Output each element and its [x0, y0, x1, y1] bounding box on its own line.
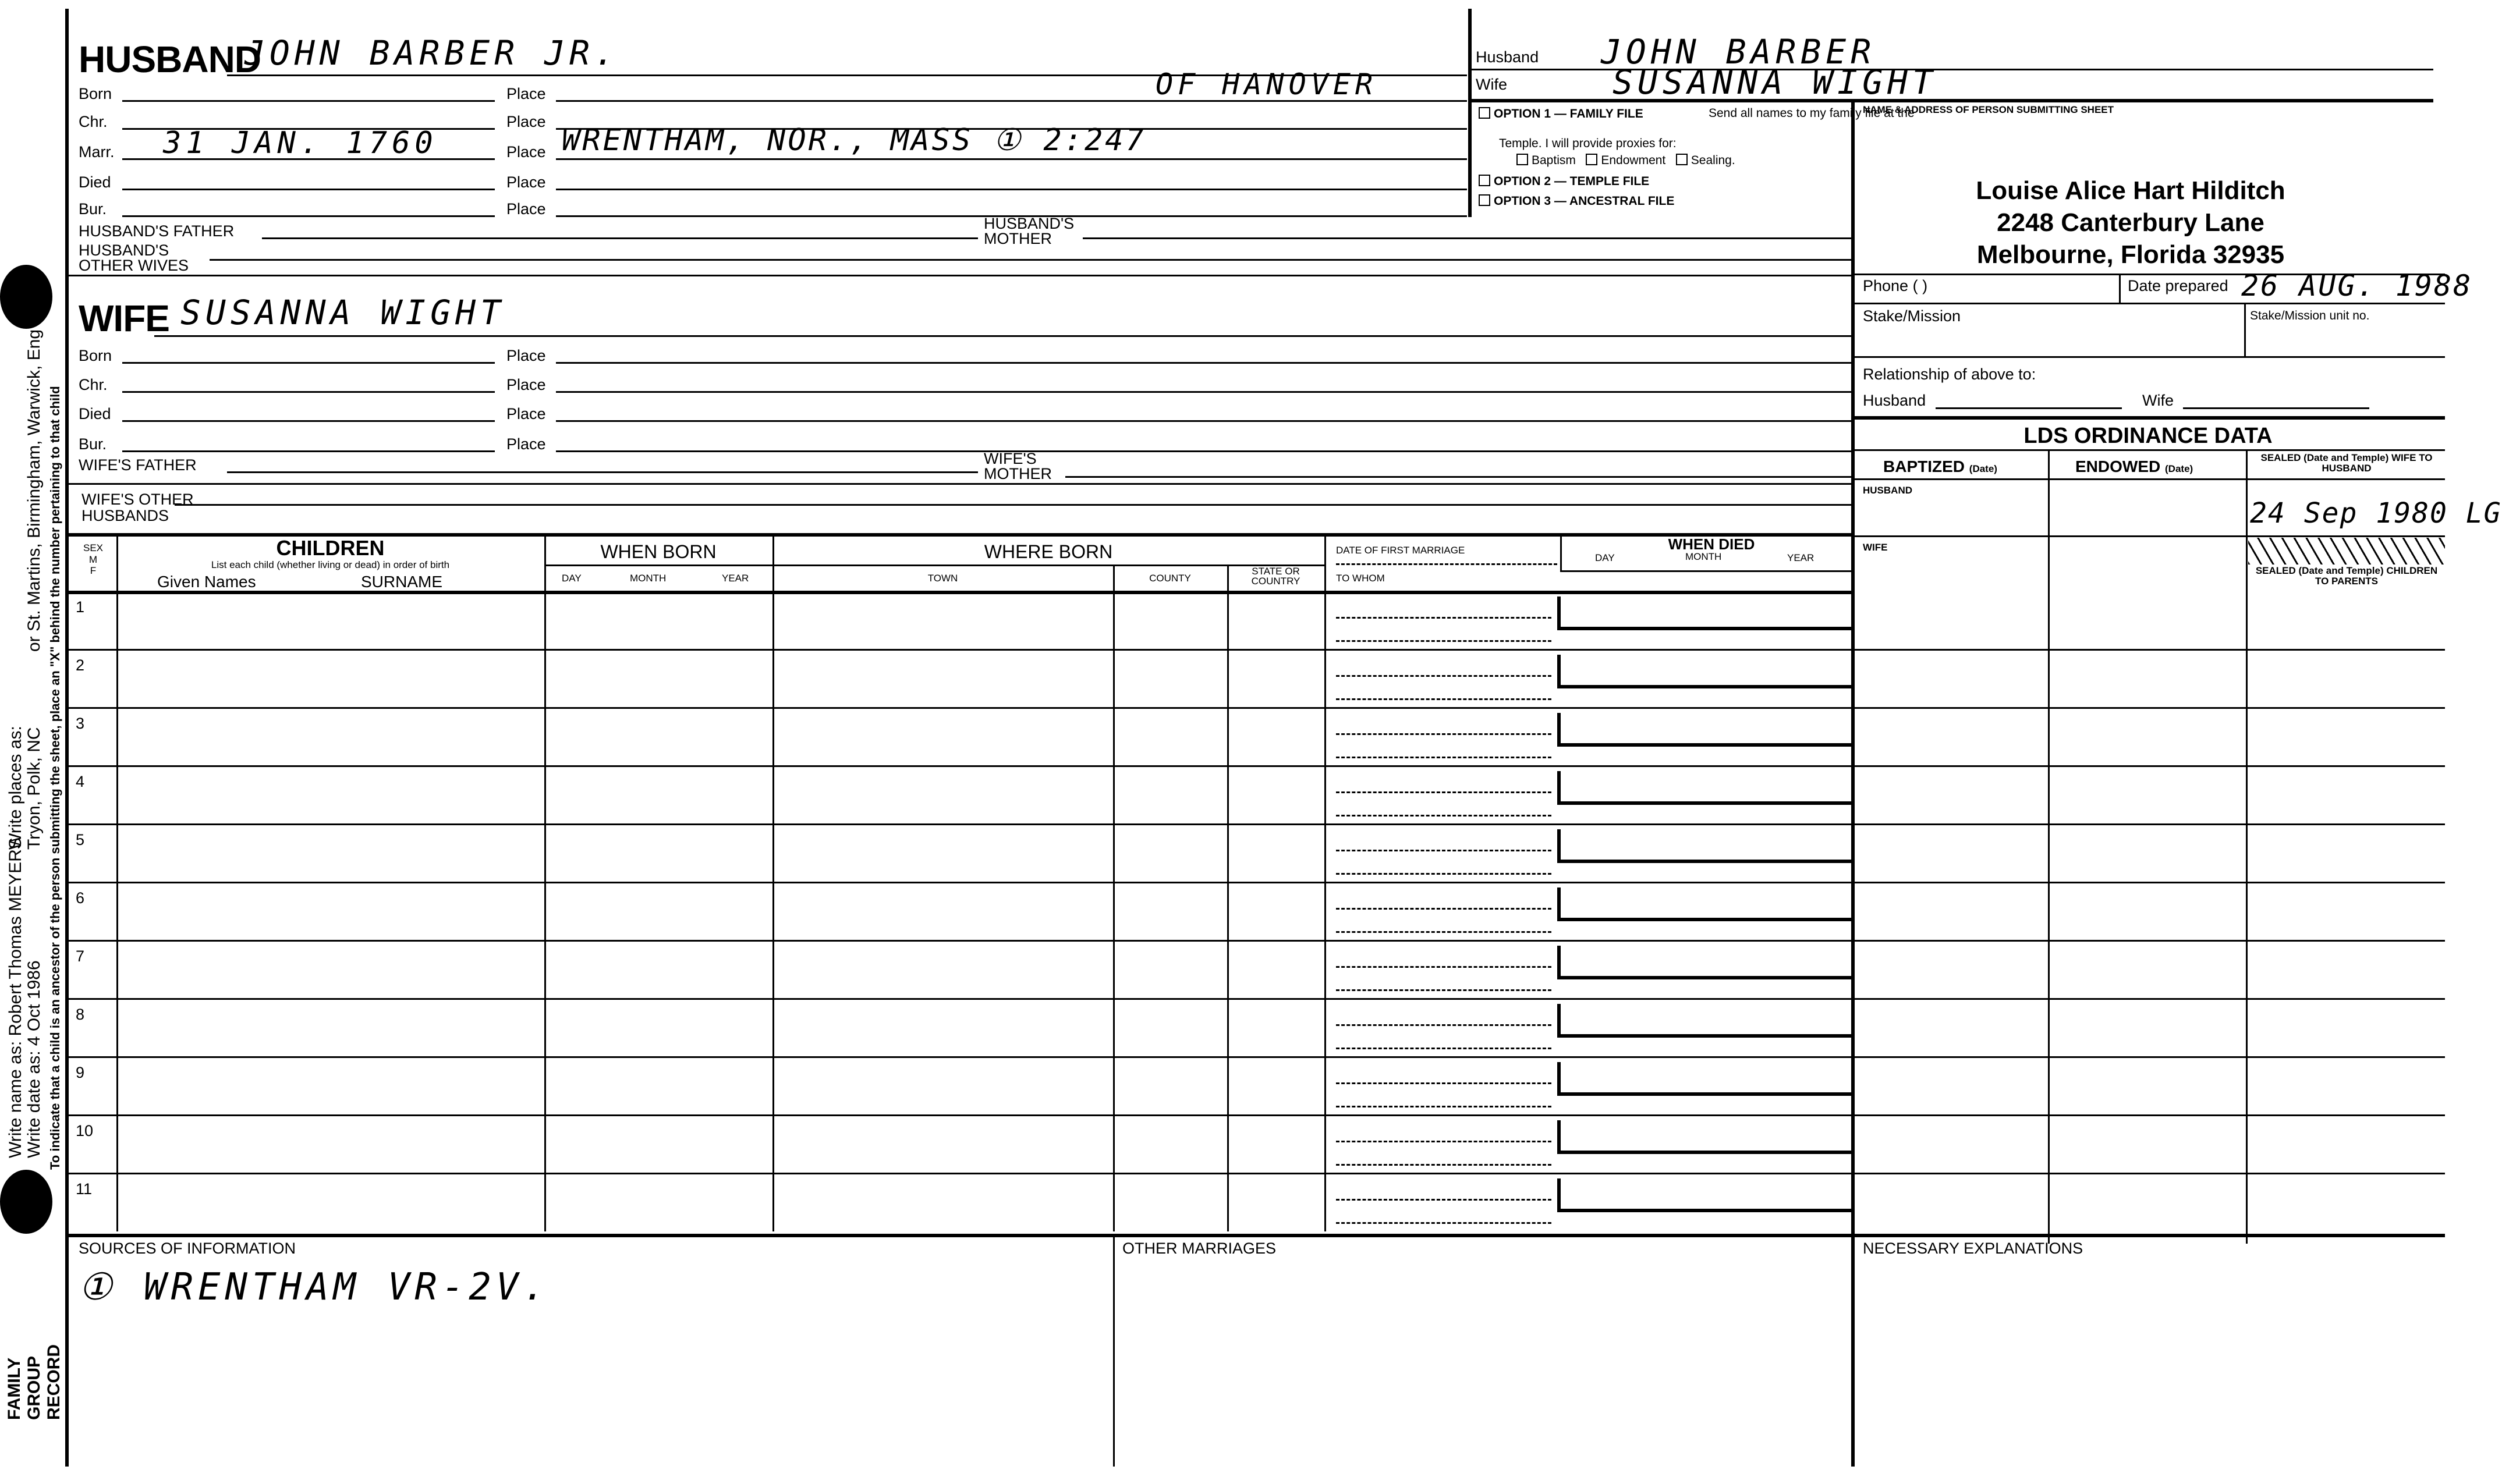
phone-label: Phone ( ): [1863, 277, 1928, 294]
lds-wife-label: WIFE: [1863, 542, 1888, 553]
child-row[interactable]: [67, 649, 1851, 707]
husband-father-label: HUSBAND'S FATHER: [79, 222, 235, 240]
child-row-number: 5: [76, 831, 85, 848]
lds-husband-label: HUSBAND: [1863, 485, 1912, 496]
child-row[interactable]: [67, 1056, 1851, 1114]
child-row[interactable]: [67, 882, 1851, 940]
husband-born-place-label: Place: [506, 85, 546, 102]
husband-marr-label: Marr.: [79, 143, 115, 161]
child-row-number: 2: [76, 656, 85, 674]
husband-mother-label: HUSBAND'S MOTHER: [984, 215, 1075, 247]
died-bracket-vertical: [1557, 597, 1561, 629]
marriage-to-whom-line: [1336, 1164, 1551, 1166]
top-husband-handwritten: JOHN BARBER: [1601, 32, 1876, 72]
marriage-to-whom-line: [1336, 873, 1551, 875]
child-row-number: 1: [76, 598, 85, 616]
option1-label[interactable]: OPTION 1 — FAMILY FILE: [1479, 107, 1643, 120]
husband-name-handwritten: JOHN BARBER JR.: [244, 33, 619, 73]
county-label: COUNTY: [1149, 573, 1191, 584]
when-born-label: WHEN BORN: [600, 541, 717, 562]
marriage-to-whom-line: [1336, 640, 1551, 642]
option1-text: Send all names to my family file at the: [1709, 106, 1915, 120]
died-bracket-horizontal: [1557, 627, 1851, 630]
submitter-street: 2248 Canterbury Lane: [1997, 208, 2264, 237]
margin-date-instruction: Write date as: 4 Oct 1986: [24, 960, 44, 1158]
marriage-to-whom-line: [1336, 931, 1551, 933]
died-bracket-vertical: [1557, 1004, 1561, 1036]
town-label: TOWN: [927, 573, 958, 584]
husband-heading: HUSBAND: [79, 38, 261, 80]
died-month-label: MONTH: [1685, 551, 1722, 562]
wife-father-label: WIFE'S FATHER: [79, 456, 197, 474]
when-died-label: WHEN DIED: [1668, 535, 1755, 553]
child-row-number: 6: [76, 889, 85, 907]
marriage-date-line: [1336, 1141, 1551, 1142]
died-bracket-vertical: [1557, 1178, 1561, 1210]
state-country-label: STATE OR COUNTRY: [1251, 566, 1300, 587]
husband-chr-label: Chr.: [79, 113, 108, 130]
child-row[interactable]: [67, 1173, 1851, 1231]
husband-bur-label: Bur.: [79, 200, 107, 218]
wife-name-handwritten: SUSANNA WIGHT: [180, 293, 505, 332]
husband-died-place-label: Place: [506, 173, 546, 191]
died-bracket-vertical: [1557, 1120, 1561, 1152]
form-title-family: FAMILY: [5, 1357, 24, 1420]
date-prepared-handwritten: 26 AUG. 1988: [2241, 269, 2473, 303]
child-row[interactable]: [67, 998, 1851, 1056]
submitter-city: Melbourne, Florida 32935: [1976, 240, 2285, 269]
died-bracket-vertical: [1557, 1062, 1561, 1094]
other-marriages-label: OTHER MARRIAGES: [1122, 1240, 1277, 1257]
husband-marr-date-handwritten: 31 JAN. 1760: [163, 126, 438, 161]
died-bracket-vertical: [1557, 829, 1561, 861]
proxy-options[interactable]: Baptism Endowment Sealing.: [1516, 154, 1735, 166]
baptized-label: BAPTIZED (Date): [1883, 457, 1997, 475]
punch-hole-top: [0, 265, 52, 329]
child-row[interactable]: [67, 823, 1851, 882]
wife-bur-label: Bur.: [79, 435, 107, 453]
marriage-date-line: [1336, 1199, 1551, 1201]
option1-text2: Temple. I will provide proxies for:: [1499, 137, 1677, 150]
husband-marr-place-label: Place: [506, 143, 546, 161]
sealed-wife-label: SEALED (Date and Temple) WIFE TO HUSBAND: [2260, 452, 2433, 474]
given-names-label: Given Names: [157, 573, 256, 591]
submitter-address: [1909, 175, 2352, 271]
endowment-checkbox[interactable]: [1586, 154, 1597, 165]
husband-chr-place-handwritten: OF HANOVER: [1156, 68, 1378, 101]
died-bracket-horizontal: [1557, 1034, 1851, 1038]
marriage-to-whom-line: [1336, 757, 1551, 758]
submitter-label: NAME & ADDRESS OF PERSON SUBMITTING SHEET: [1863, 104, 2114, 115]
margin-name-instruction: Write name as: Robert Thomas MEYERS: [6, 837, 25, 1158]
marriage-date-line: [1336, 850, 1551, 851]
died-bracket-horizontal: [1557, 1151, 1851, 1154]
punch-hole-bottom: [0, 1170, 52, 1234]
husband-born-label: Born: [79, 85, 112, 102]
date-prepared-label: Date prepared: [2128, 277, 2228, 294]
margin-or-example: or St. Martins, Birmingham, Warwick, Eng: [24, 329, 44, 652]
wife-heading: WIFE: [79, 297, 169, 339]
wife-mother-label: WIFE'S MOTHER: [984, 450, 1052, 482]
marriage-to-whom-line: [1336, 989, 1551, 991]
submitter-name: Louise Alice Hart Hilditch: [1976, 176, 2285, 205]
marriage-to-whom-line: [1336, 698, 1551, 700]
wife-chr-label: Chr.: [79, 376, 108, 393]
died-bracket-horizontal: [1557, 918, 1851, 921]
child-row[interactable]: [67, 765, 1851, 823]
died-bracket-horizontal: [1557, 860, 1851, 863]
husband-section-bottom: [65, 275, 1851, 276]
marriage-date-line: [1336, 1082, 1551, 1084]
marriage-date-line: [1336, 1024, 1551, 1026]
to-whom-label: TO WHOM: [1336, 573, 1385, 584]
marriage-date-line: [1336, 733, 1551, 735]
marriage-date-line: [1336, 675, 1551, 677]
first-marriage-label: DATE OF FIRST MARRIAGE: [1336, 545, 1465, 556]
child-row-number: 7: [76, 947, 85, 965]
margin-places-instruction: Write places as:: [6, 726, 25, 850]
died-bracket-horizontal: [1557, 801, 1851, 805]
option3-label[interactable]: OPTION 3 — ANCESTRAL FILE: [1479, 194, 1674, 207]
died-bracket-horizontal: [1557, 1092, 1851, 1096]
child-row-number: 11: [76, 1180, 93, 1198]
sources-label: SOURCES OF INFORMATION: [79, 1240, 296, 1257]
sex-label: SEX M F: [83, 542, 104, 577]
child-row-number: 4: [76, 773, 85, 790]
stake-label: Stake/Mission: [1863, 307, 1961, 325]
died-bracket-horizontal: [1557, 743, 1851, 747]
born-month-label: MONTH: [630, 573, 667, 584]
died-bracket-horizontal: [1557, 685, 1851, 688]
husband-bur-place-label: Place: [506, 200, 546, 218]
died-bracket-vertical: [1557, 887, 1561, 919]
died-day-label: DAY: [1595, 552, 1615, 563]
marriage-to-whom-line: [1336, 1048, 1551, 1049]
sources-handwritten: ① WRENTHAM VR-2V.: [79, 1266, 550, 1309]
wife-died-label: Died: [79, 405, 111, 423]
sealing-checkbox[interactable]: [1676, 154, 1688, 165]
marriage-to-whom-line: [1336, 815, 1551, 816]
surname-label: SURNAME: [361, 573, 443, 591]
husband-died-label: Died: [79, 173, 111, 191]
marriage-date-line: [1336, 966, 1551, 968]
form-title-record: RECORD: [44, 1344, 63, 1420]
margin-ancestor-note: To indicate that a child is an ancestor of the person submitting the sheet, place an "X" behind the number pertaining to that child: [48, 386, 62, 1170]
wife-other-husbands-label: WIFE'S OTHER HUSBANDS: [81, 491, 194, 525]
relationship-wife-label: Wife: [2142, 392, 2174, 409]
sealed-date-handwritten: 24 Sep 1980 LG: [2250, 497, 2502, 530]
child-row-number: 3: [76, 715, 85, 732]
marriage-date-line: [1336, 908, 1551, 910]
top-right-border: [1468, 9, 1472, 217]
baptism-checkbox[interactable]: [1516, 154, 1528, 165]
died-bracket-vertical: [1557, 946, 1561, 978]
wife-died-place-label: Place: [506, 405, 546, 423]
husband-marr-place-handwritten: WRENTHAM, NOR., MASS ① 2:247: [562, 123, 1146, 158]
top-husband-label: Husband: [1476, 48, 1539, 66]
marriage-to-whom-line: [1336, 1106, 1551, 1107]
explanations-label: NECESSARY EXPLANATIONS: [1863, 1240, 2083, 1257]
died-bracket-vertical: [1557, 713, 1561, 745]
wife-chr-place-label: Place: [506, 376, 546, 393]
marriage-to-whom-line: [1336, 1222, 1551, 1224]
child-row[interactable]: [67, 591, 1851, 649]
marriage-date-line: [1336, 791, 1551, 793]
wife-born-place-label: Place: [506, 347, 546, 364]
children-table-bottom: [65, 1234, 2445, 1237]
child-row-number: 8: [76, 1006, 85, 1023]
child-row[interactable]: [67, 1114, 1851, 1173]
stake-unit-label: Stake/Mission unit no.: [2250, 309, 2370, 322]
died-bracket-vertical: [1557, 655, 1561, 687]
wife-born-label: Born: [79, 347, 112, 364]
lds-heading: LDS ORDINANCE DATA: [2023, 424, 2273, 448]
endowed-label: ENDOWED (Date): [2075, 457, 2193, 475]
child-row[interactable]: [67, 707, 1851, 765]
sealed-children-label: SEALED (Date and Temple) CHILDREN TO PARENTS: [2255, 565, 2438, 587]
died-bracket-horizontal: [1557, 1209, 1851, 1212]
child-row-number: 10: [76, 1122, 94, 1139]
marriage-date-line: [1336, 617, 1551, 619]
form-title-group: GROUP: [24, 1355, 44, 1420]
child-row[interactable]: [67, 940, 1851, 998]
relationship-label: Relationship of above to:: [1863, 365, 2036, 383]
relationship-husband-label: Husband: [1863, 392, 1926, 409]
children-heading: CHILDREN: [276, 536, 385, 560]
husband-other-wives-label: HUSBAND'S OTHER WIVES: [79, 242, 189, 274]
margin-places-example: Tryon, Polk, NC: [24, 727, 44, 850]
top-wife-label: Wife: [1476, 76, 1507, 93]
died-bracket-horizontal: [1557, 976, 1851, 979]
born-day-label: DAY: [562, 573, 582, 584]
sealed-hatch: [2248, 538, 2445, 565]
husband-chr-place-label: Place: [506, 113, 546, 130]
children-subheading: List each child (whether living or dead) in order of birth: [211, 559, 450, 570]
top-wife-handwritten: SUSANNA WIGHT: [1613, 62, 1937, 102]
died-year-label: YEAR: [1787, 552, 1815, 563]
wife-bur-place-label: Place: [506, 435, 546, 453]
where-born-label: WHERE BORN: [984, 541, 1113, 562]
born-year-label: YEAR: [722, 573, 749, 584]
child-row-number: 9: [76, 1064, 85, 1081]
died-bracket-vertical: [1557, 771, 1561, 803]
option2-label[interactable]: OPTION 2 — TEMPLE FILE: [1479, 175, 1649, 187]
